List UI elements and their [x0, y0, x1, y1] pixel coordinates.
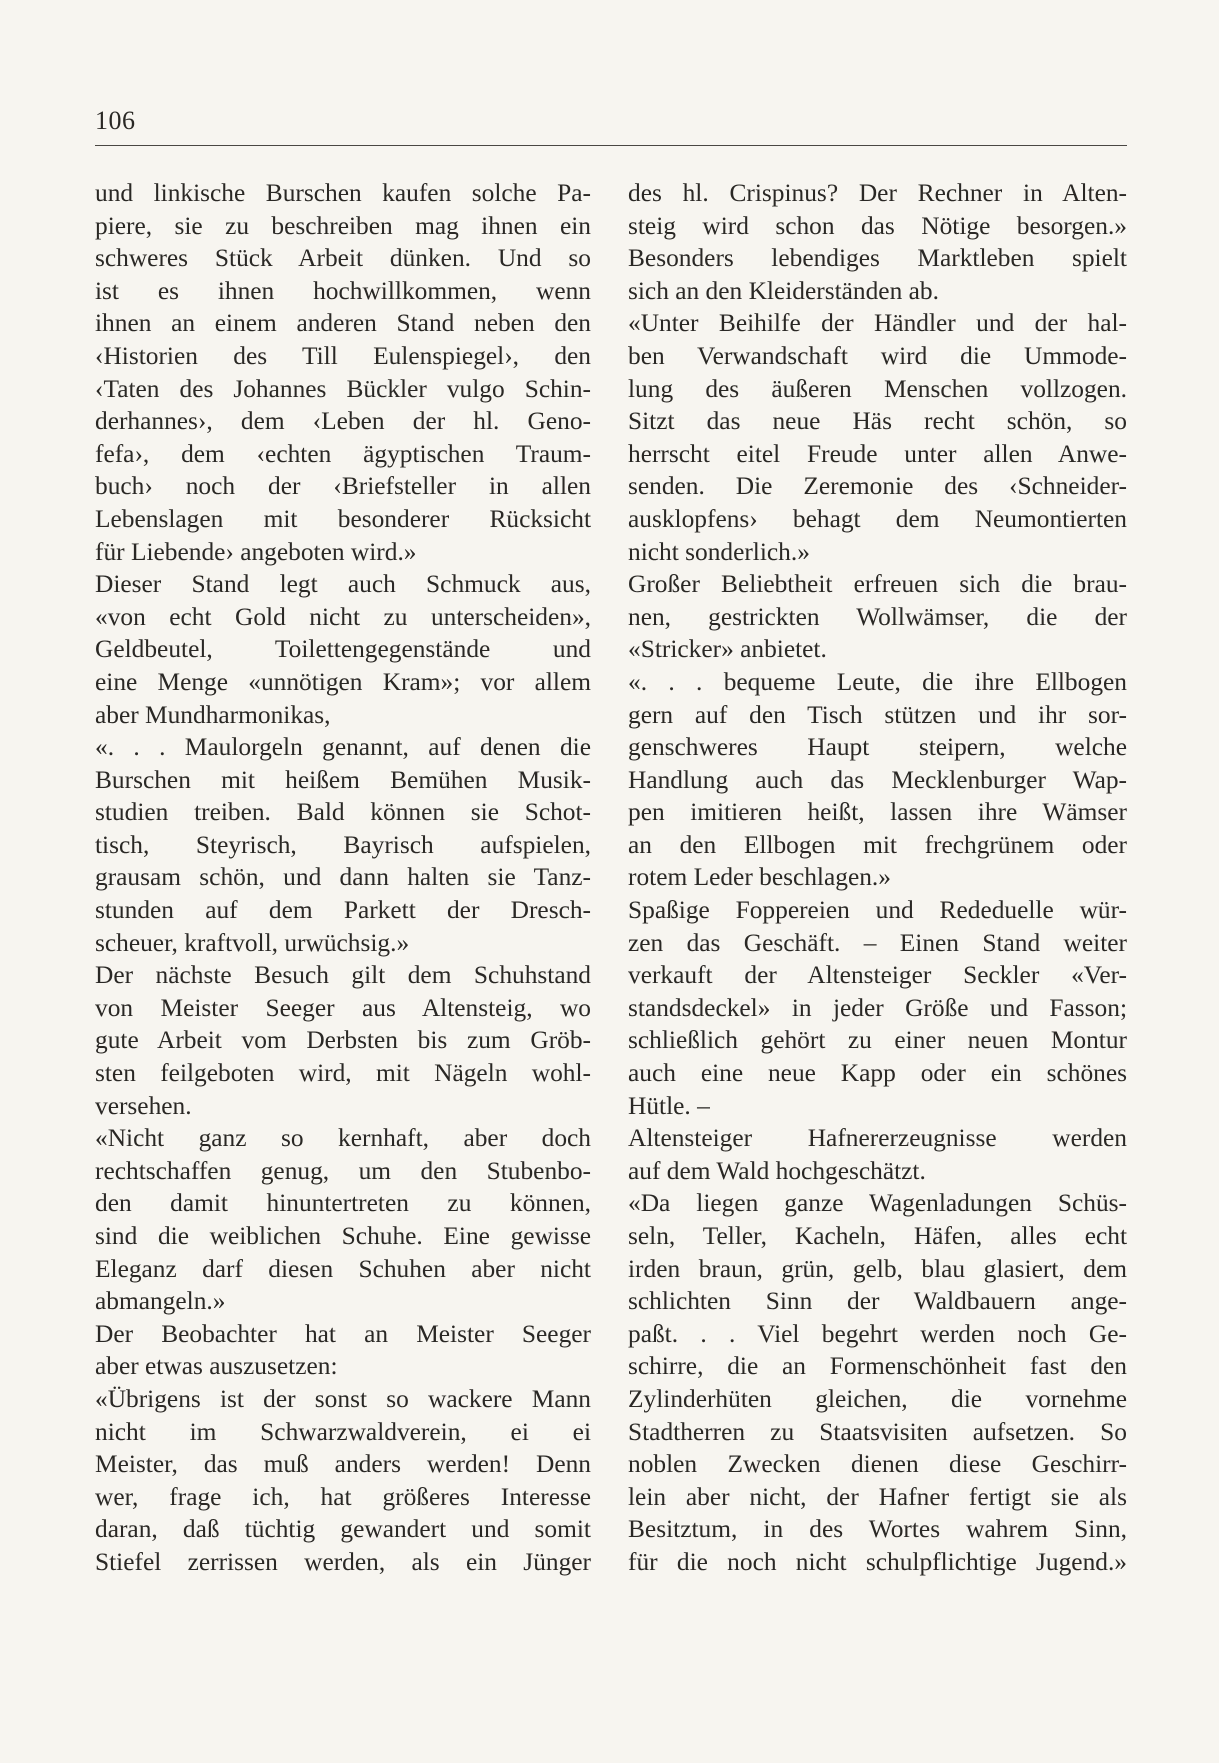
text-line: sten feilgeboten wird, mit Nägeln wohl- [95, 1059, 591, 1088]
text-line: Handlung auch das Mecklenburger Wap- [628, 765, 1127, 794]
text-line: fefa›, dem ‹echten ägyptischen Traum- [95, 439, 591, 468]
text-line: nicht im Schwarzwaldverein, ei ei [95, 1417, 591, 1446]
text-line: grausam schön, und dann halten sie Tanz- [95, 863, 591, 892]
text-line: schlichten Sinn der Waldbauern ange- [628, 1287, 1127, 1316]
text-line: «. . . bequeme Leute, die ihre Ellbogen [628, 667, 1127, 696]
text-line: rotem Leder beschlagen.» [628, 863, 891, 892]
text-line: schirre, die an Formenschönheit fast den [628, 1352, 1127, 1381]
text-line: Hütle. – [628, 1091, 710, 1120]
text-line: ‹Taten des Johannes Bückler vulgo Schin- [95, 374, 591, 403]
text-line: noblen Zwecken dienen diese Geschirr- [628, 1450, 1127, 1479]
text-line: abmangeln.» [95, 1287, 226, 1316]
text-line: ihnen an einem anderen Stand neben den [95, 309, 591, 338]
text-line: ben Verwandschaft wird die Ummode- [628, 341, 1127, 370]
text-line: für Liebende› angeboten wird.» [95, 537, 417, 566]
text-line: verkauft der Altensteiger Seckler «Ver- [628, 961, 1127, 990]
text-line: an den Ellbogen mit frechgrünem oder [628, 830, 1127, 859]
text-line: schließlich gehört zu einer neuen Montur [628, 1026, 1127, 1055]
text-line: steig wird schon das Nötige besorgen.» [628, 211, 1127, 240]
left-text-column [95, 177, 591, 1579]
text-line: nicht sonderlich.» [628, 537, 810, 566]
text-line: eine Menge «unnötigen Kram»; vor allem [95, 667, 591, 696]
text-line: versehen. [95, 1091, 192, 1120]
text-line: standsdeckel» in jeder Größe und Fasson; [628, 993, 1127, 1022]
text-line: schweres Stück Arbeit dünken. Und so [95, 244, 591, 273]
text-line: piere, sie zu beschreiben mag ihnen ein [95, 211, 591, 240]
text-line: Geldbeutel, Toilettengegenstände und [95, 635, 591, 664]
text-line: aber Mundharmonikas, [95, 700, 331, 729]
text-line: genschweres Haupt steipern, welche [628, 733, 1127, 762]
text-line: gute Arbeit vom Derbsten bis zum Gröb- [95, 1026, 591, 1055]
text-line: auch eine neue Kapp oder ein schönes [628, 1059, 1127, 1088]
text-line: Besonders lebendiges Marktleben spielt [628, 244, 1127, 273]
text-line: von Meister Seeger aus Altensteig, wo [95, 993, 591, 1022]
text-line: buch› noch der ‹Briefsteller in allen [95, 472, 591, 501]
text-line: stunden auf dem Parkett der Dresch- [95, 896, 591, 925]
text-line: Meister, das muß anders werden! Denn [95, 1450, 591, 1479]
text-line: nen, gestrickten Wollwämser, die der [628, 602, 1127, 631]
text-line: daran, daß tüchtig gewandert und somit [95, 1515, 591, 1544]
text-line: derhannes›, dem ‹Leben der hl. Geno- [95, 407, 591, 436]
text-line: Spaßige Foppereien und Rededuelle wür- [628, 896, 1127, 925]
text-line: für die noch nicht schulpflichtige Jugend.» [628, 1547, 1127, 1576]
text-line: studien treiben. Bald können sie Schot- [95, 798, 591, 827]
text-line: auf dem Wald hochgeschätzt. [628, 1156, 926, 1185]
text-line: sich an den Kleiderständen ab. [628, 276, 939, 305]
text-line: senden. Die Zeremonie des ‹Schneider- [628, 472, 1127, 501]
text-line: Lebenslagen mit besonderer Rücksicht [95, 504, 591, 533]
text-line: seln, Teller, Kacheln, Häfen, alles echt [628, 1222, 1127, 1250]
page-number: 106 [95, 106, 136, 135]
text-line: scheuer, kraftvoll, urwüchsig.» [95, 928, 410, 957]
text-line: ist es ihnen hochwillkommen, wenn [95, 276, 591, 305]
text-line: Der Beobachter hat an Meister Seeger [95, 1319, 591, 1348]
text-line: Stadtherren zu Staatsvisiten aufsetzen. So [628, 1417, 1127, 1446]
text-line: Besitztum, in des Wortes wahrem Sinn, [628, 1515, 1127, 1544]
text-line: Großer Beliebtheit erfreuen sich die brau- [628, 570, 1127, 599]
text-line: gern auf den Tisch stützen und ihr sor- [628, 700, 1127, 729]
text-line: paßt. . . Viel begehrt werden noch Ge- [628, 1319, 1127, 1348]
right-text-column [628, 177, 1127, 1579]
text-line: «von echt Gold nicht zu unterscheiden», [95, 602, 591, 631]
text-line: zen das Geschäft. – Einen Stand weiter [628, 928, 1127, 957]
text-line: herrscht eitel Freude unter allen Anwe- [628, 439, 1127, 468]
text-line: irden braun, grün, gelb, blau glasiert, dem [628, 1254, 1127, 1283]
text-line: Eleganz darf diesen Schuhen aber nicht [95, 1254, 591, 1283]
header-rule [95, 145, 1127, 146]
text-line: und linkische Burschen kaufen solche Pa- [95, 179, 591, 207]
text-line: Dieser Stand legt auch Schmuck aus, [95, 570, 591, 599]
text-line: Stiefel zerrissen werden, als ein Jünger [95, 1547, 591, 1576]
text-line: «Da liegen ganze Wagenladungen Schüs- [628, 1189, 1127, 1218]
text-line: ausklopfens› behagt dem Neumontierten [628, 504, 1127, 533]
text-line: «Nicht ganz so kernhaft, aber doch [95, 1124, 591, 1153]
text-line: des hl. Crispinus? Der Rechner in Alten- [628, 179, 1127, 207]
text-line: Altensteiger Hafnererzeugnisse werden [628, 1124, 1127, 1153]
text-line: den damit hinuntertreten zu können, [95, 1189, 591, 1218]
text-line: tisch, Steyrisch, Bayrisch aufspielen, [95, 830, 591, 859]
text-line: Der nächste Besuch gilt dem Schuhstand [95, 961, 591, 990]
text-line: Sitzt das neue Häs recht schön, so [628, 407, 1127, 436]
text-line: Zylinderhüten gleichen, die vornehme [628, 1384, 1127, 1413]
text-line: lein aber nicht, der Hafner fertigt sie als [628, 1482, 1127, 1511]
text-line: sind die weiblichen Schuhe. Eine gewisse [95, 1222, 591, 1250]
text-line: «Stricker» anbietet. [628, 635, 827, 664]
text-line: «. . . Maulorgeln genannt, auf denen die [95, 733, 591, 762]
text-line: aber etwas auszusetzen: [95, 1352, 338, 1381]
text-line: «Übrigens ist der sonst so wackere Mann [95, 1384, 591, 1413]
text-line: rechtschaffen genug, um den Stubenbo- [95, 1156, 591, 1185]
text-line: pen imitieren heißt, lassen ihre Wämser [628, 798, 1127, 827]
text-line: «Unter Beihilfe der Händler und der hal- [628, 309, 1127, 338]
text-line: wer, frage ich, hat größeres Interesse [95, 1482, 591, 1511]
text-line: ‹Historien des Till Eulenspiegel›, den [95, 341, 591, 370]
text-line: lung des äußeren Menschen vollzogen. [628, 374, 1127, 403]
text-line: Burschen mit heißem Bemühen Musik- [95, 765, 591, 794]
